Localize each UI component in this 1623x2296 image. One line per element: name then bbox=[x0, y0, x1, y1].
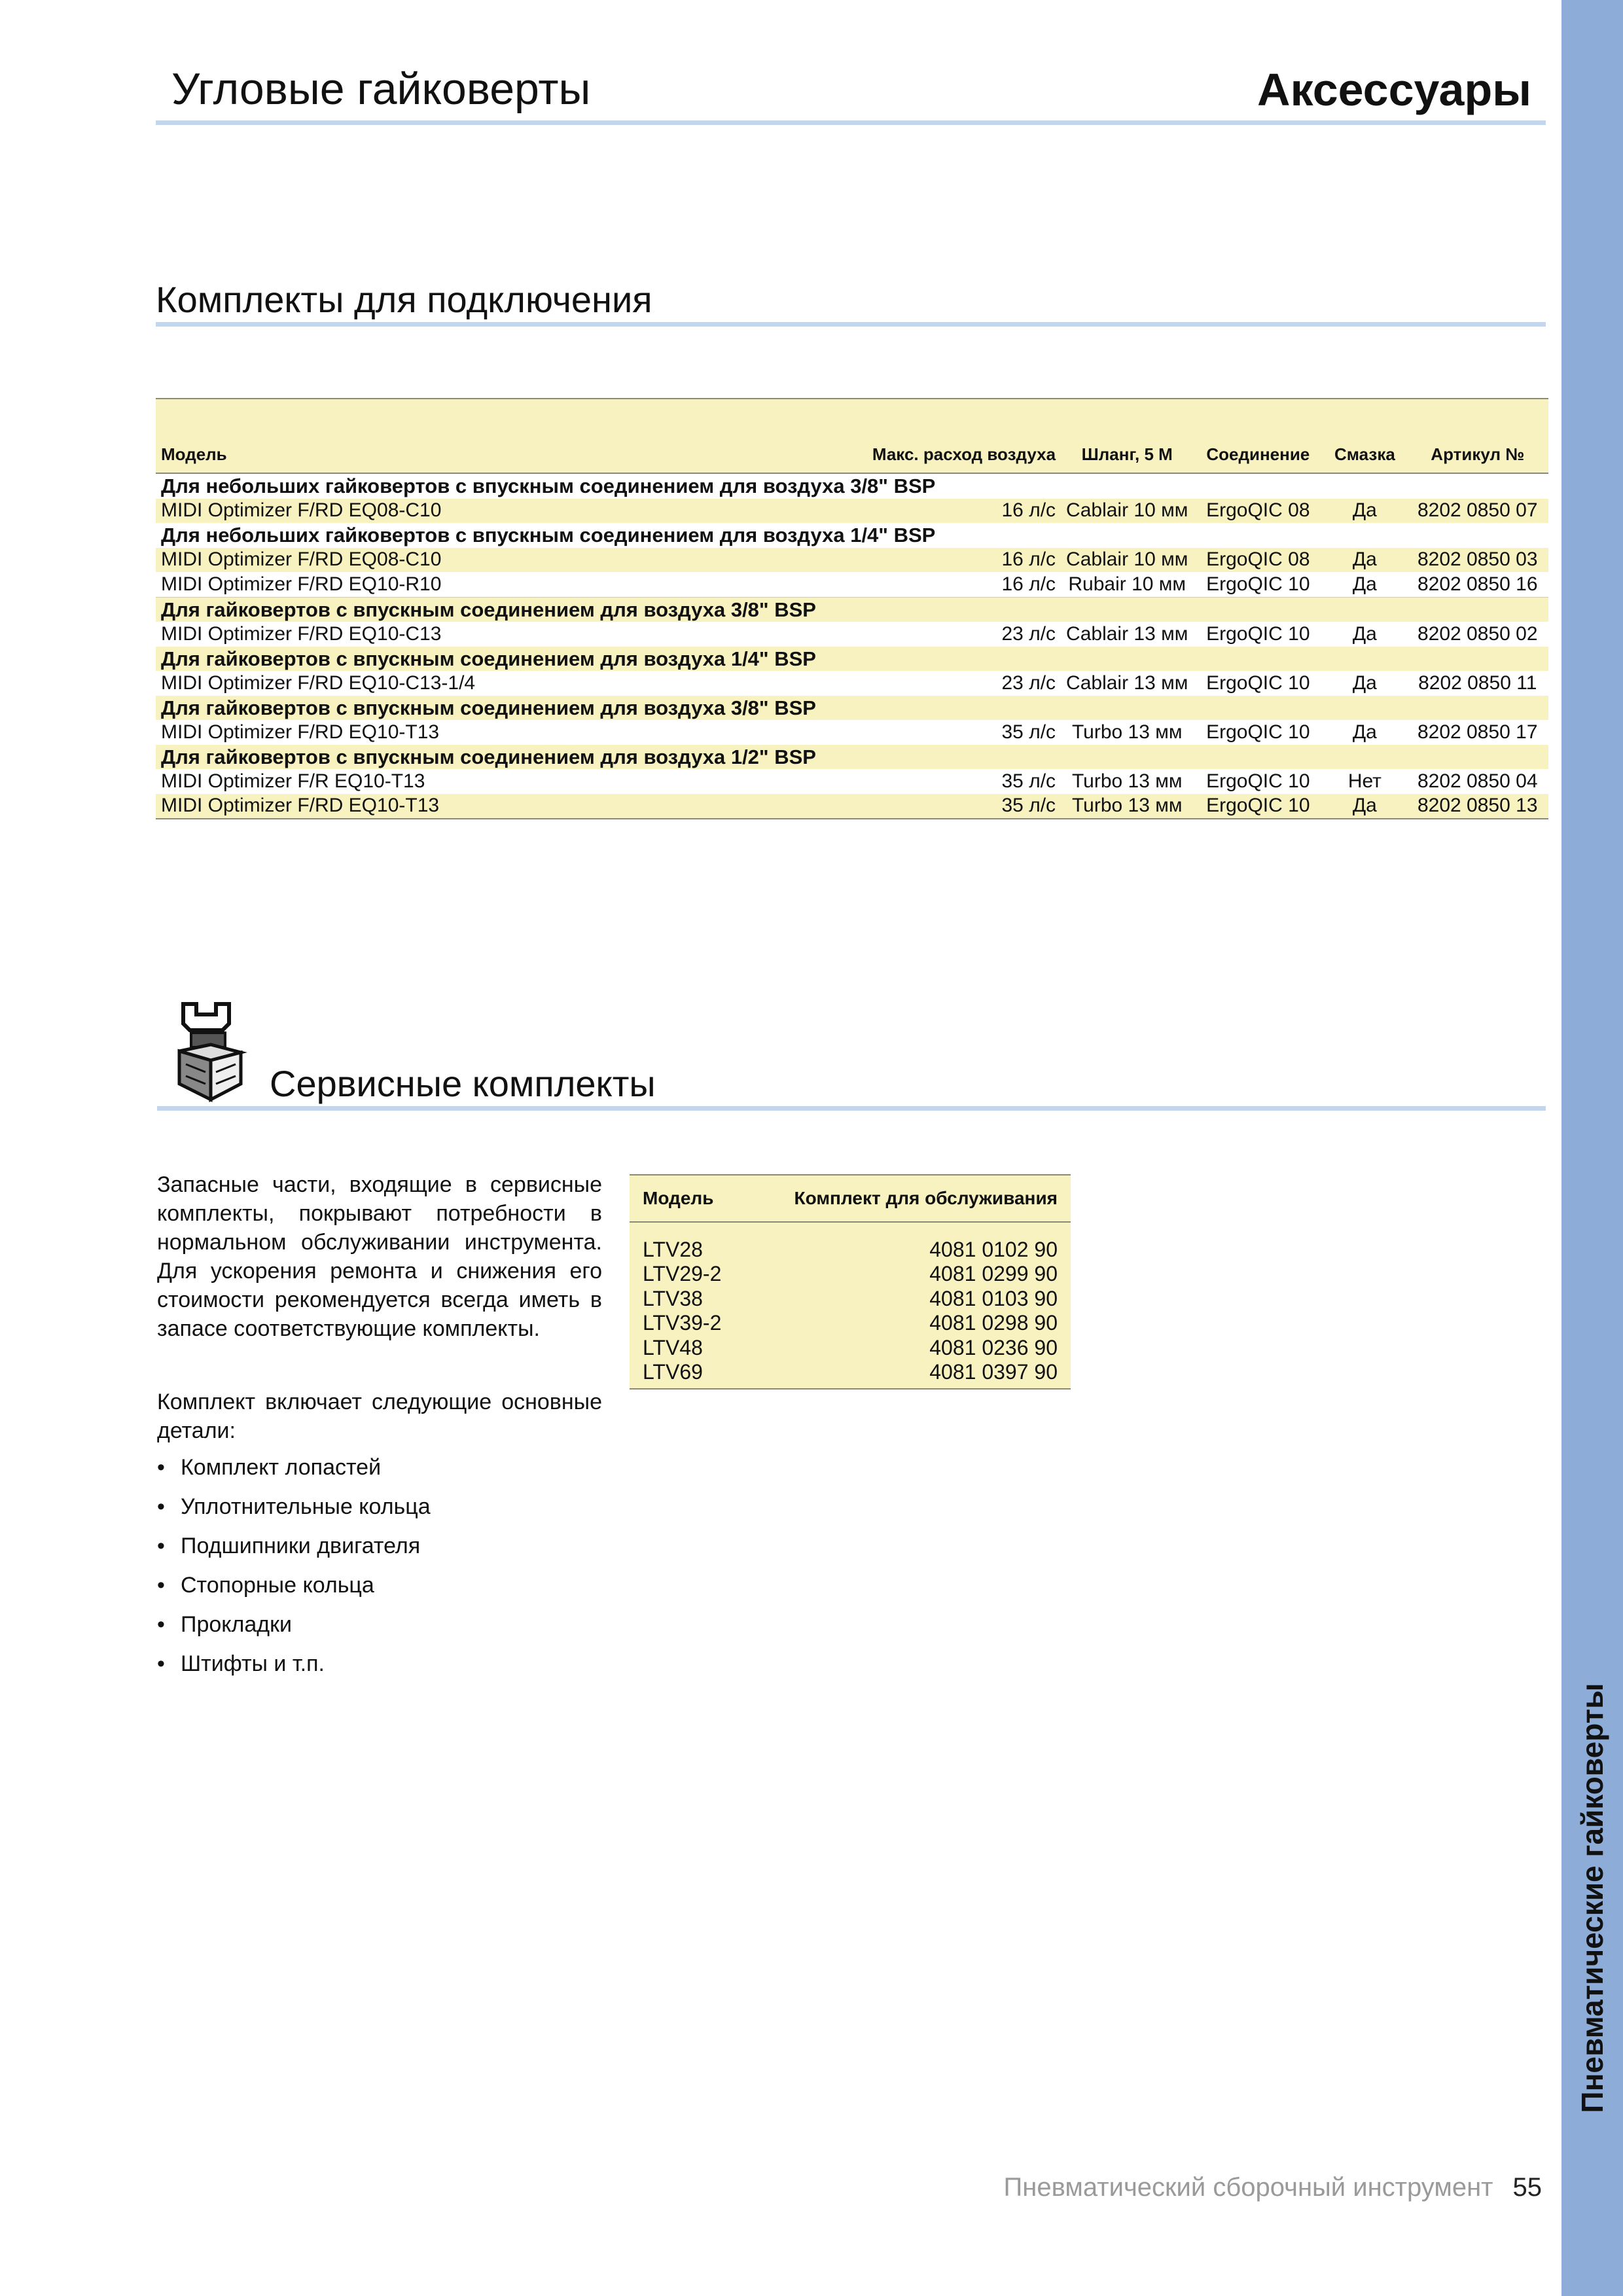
cell-part: 8202 0850 02 bbox=[1417, 622, 1538, 645]
table-row bbox=[630, 1360, 1071, 1390]
table-row bbox=[630, 1311, 1071, 1336]
group-heading: Для гайковертов с впускным соединением для воздуха 3/8" BSP bbox=[156, 696, 1548, 721]
cell-model: MIDI Optimizer F/RD EQ10-C13-1/4 bbox=[161, 672, 476, 694]
cell-hose: Turbo 13 мм bbox=[1071, 721, 1183, 743]
list-item: • Стопорные кольца bbox=[157, 1572, 431, 1611]
cell-model: LTV28 bbox=[643, 1237, 703, 1261]
page-number: 55 bbox=[1512, 2173, 1542, 2202]
table-row bbox=[156, 548, 1548, 573]
cell-model: MIDI Optimizer F/RD EQ10-T13 bbox=[161, 721, 440, 743]
table-row bbox=[630, 1335, 1071, 1360]
cell-model: LTV39-2 bbox=[643, 1311, 722, 1335]
cell-flow: 23 л/с bbox=[1001, 622, 1056, 645]
service-heading: Сервисные комплекты bbox=[270, 1063, 656, 1104]
section-title: Аксессуары bbox=[1257, 64, 1531, 115]
cell-model: LTV38 bbox=[643, 1286, 703, 1310]
cell-part: 8202 0850 11 bbox=[1418, 672, 1537, 694]
cell-connection: ErgoQIC 08 bbox=[1193, 499, 1323, 524]
group-heading: Для небольших гайковертов с впускным соединением для воздуха 3/8" BSP bbox=[161, 475, 936, 498]
service-table bbox=[630, 1174, 1071, 1390]
table-row bbox=[630, 1286, 1071, 1311]
cell-lube: Нет bbox=[1347, 770, 1382, 792]
cell-model: MIDI Optimizer F/RD EQ10-C13 bbox=[161, 622, 442, 645]
cell-hose: Turbo 13 мм bbox=[1061, 794, 1193, 819]
cell-lube: Да bbox=[1323, 794, 1406, 819]
footer-text: Пневматический сборочный инструмент bbox=[1003, 2173, 1493, 2202]
connection-table bbox=[156, 398, 1548, 819]
cell-flow: 35 л/с bbox=[1001, 770, 1056, 792]
cell-hose: Rubair 10 мм bbox=[1061, 572, 1193, 597]
cell-part: 8202 0850 03 bbox=[1407, 548, 1549, 573]
service-rule bbox=[157, 1106, 1546, 1111]
cell-part: 8202 0850 04 bbox=[1417, 770, 1538, 792]
table-row bbox=[156, 572, 1548, 597]
cell-flow: 35 л/с bbox=[1001, 721, 1056, 743]
group-heading-row bbox=[156, 647, 1548, 672]
cell-model: MIDI Optimizer F/RD EQ10-T13 bbox=[156, 794, 867, 819]
col-header-part: Артикул № bbox=[1407, 399, 1549, 473]
col-header-flow: Макс. расход воздуха bbox=[867, 399, 1061, 473]
table-row bbox=[156, 671, 1548, 696]
page-title: Угловые гайковерты bbox=[171, 64, 591, 114]
cell-hose: Cablair 10 мм bbox=[1061, 499, 1193, 524]
col-header-connection: Соединение bbox=[1193, 399, 1323, 473]
cell-kit: 4081 0299 90 bbox=[929, 1262, 1058, 1286]
col-header-model: Модель bbox=[156, 399, 867, 473]
cell-hose: Cablair 13 мм bbox=[1066, 672, 1188, 694]
cell-connection: ErgoQIC 10 bbox=[1206, 672, 1310, 694]
cell-model: LTV48 bbox=[643, 1335, 703, 1359]
col-header-lube: Смазка bbox=[1323, 399, 1406, 473]
table-row bbox=[630, 1262, 1071, 1287]
group-heading-row bbox=[156, 597, 1548, 622]
sidebar-label: Пневматические гайковерты bbox=[1575, 1683, 1609, 2113]
service-kit-icon bbox=[171, 1000, 249, 1103]
page-footer bbox=[1004, 2173, 1542, 2202]
group-heading-row bbox=[156, 696, 1548, 721]
group-heading-row bbox=[156, 523, 1548, 548]
cell-connection: ErgoQIC 08 bbox=[1193, 548, 1323, 573]
table-row bbox=[630, 1222, 1071, 1262]
list-item: • Штифты и т.п. bbox=[157, 1651, 431, 1690]
group-heading-row bbox=[156, 745, 1548, 770]
cell-kit: 4081 0397 90 bbox=[929, 1360, 1058, 1384]
group-heading: Для гайковертов с впускным соединением для воздуха 3/8" BSP bbox=[156, 597, 1548, 622]
table-row bbox=[156, 720, 1548, 745]
cell-model: LTV69 bbox=[643, 1360, 703, 1384]
group-heading: Для небольших гайковертов с впускным соединением для воздуха 1/4" BSP bbox=[161, 524, 936, 547]
list-item: • Уплотнительные кольца bbox=[157, 1494, 431, 1533]
cell-lube: Да bbox=[1352, 721, 1377, 743]
cell-connection: ErgoQIC 10 bbox=[1206, 622, 1310, 645]
cell-lube: Да bbox=[1352, 622, 1377, 645]
cell-lube: Да bbox=[1352, 672, 1377, 694]
group-heading-row bbox=[156, 473, 1548, 499]
cell-kit: 4081 0102 90 bbox=[929, 1237, 1058, 1261]
col-header-hose: Шланг, 5 М bbox=[1061, 399, 1193, 473]
parts-list bbox=[157, 1454, 431, 1690]
cell-model: MIDI Optimizer F/RD EQ08-C10 bbox=[156, 499, 867, 524]
cell-model: MIDI Optimizer F/RD EQ10-R10 bbox=[156, 572, 867, 597]
cell-lube: Да bbox=[1323, 499, 1406, 524]
cell-part: 8202 0850 13 bbox=[1407, 794, 1549, 819]
cell-lube: Да bbox=[1323, 548, 1406, 573]
col-header-model: Модель bbox=[630, 1175, 747, 1222]
cell-hose: Cablair 10 мм bbox=[1061, 548, 1193, 573]
table-row bbox=[156, 622, 1548, 647]
cell-flow: 23 л/с bbox=[1001, 672, 1056, 694]
cell-lube: Да bbox=[1323, 572, 1406, 597]
cell-part: 8202 0850 16 bbox=[1407, 572, 1549, 597]
header-rule bbox=[156, 120, 1546, 125]
list-item: • Подшипники двигателя bbox=[157, 1533, 431, 1572]
cell-model: MIDI Optimizer F/RD EQ08-C10 bbox=[156, 548, 867, 573]
cell-flow: 35 л/с bbox=[867, 794, 1061, 819]
cell-flow: 16 л/с bbox=[867, 548, 1061, 573]
cell-flow: 16 л/с bbox=[867, 572, 1061, 597]
cell-part: 8202 0850 07 bbox=[1407, 499, 1549, 524]
list-item: • Комплект лопастей bbox=[157, 1454, 431, 1494]
cell-model: LTV29-2 bbox=[643, 1262, 722, 1286]
col-header-kit: Комплект для обслуживания bbox=[747, 1175, 1071, 1222]
table-row bbox=[156, 499, 1548, 524]
service-includes: Комплект включает следующие основные детали: bbox=[157, 1390, 602, 1443]
cell-connection: ErgoQIC 10 bbox=[1193, 794, 1323, 819]
group-heading: Для гайковертов с впускным соединением для воздуха 1/2" BSP bbox=[156, 745, 1548, 770]
table-row bbox=[156, 769, 1548, 794]
cell-connection: ErgoQIC 10 bbox=[1206, 770, 1310, 792]
cell-hose: Turbo 13 мм bbox=[1071, 770, 1183, 792]
table-row bbox=[156, 794, 1548, 819]
cell-connection: ErgoQIC 10 bbox=[1193, 572, 1323, 597]
cell-model: MIDI Optimizer F/R EQ10-T13 bbox=[161, 770, 425, 792]
connection-heading: Комплекты для подключения bbox=[156, 279, 652, 320]
cell-hose: Cablair 13 мм bbox=[1066, 622, 1188, 645]
group-heading: Для гайковертов с впускным соединением для воздуха 1/4" BSP bbox=[156, 647, 1548, 672]
cell-kit: 4081 0103 90 bbox=[929, 1286, 1058, 1310]
list-item: • Прокладки bbox=[157, 1611, 431, 1651]
connection-rule bbox=[156, 322, 1546, 327]
cell-part: 8202 0850 17 bbox=[1417, 721, 1538, 743]
cell-flow: 16 л/с bbox=[867, 499, 1061, 524]
cell-connection: ErgoQIC 10 bbox=[1206, 721, 1310, 743]
cell-kit: 4081 0298 90 bbox=[929, 1311, 1058, 1335]
cell-kit: 4081 0236 90 bbox=[929, 1335, 1058, 1359]
service-intro: Запасные части, входящие в сервисные комплекты, покрывают потребности в нормальном обслуживании инструмента. Для ускорения ремонта и снижения его стоимости рекомендуется всегда иметь в запасе соответствующие комплекты. bbox=[157, 1172, 602, 1341]
